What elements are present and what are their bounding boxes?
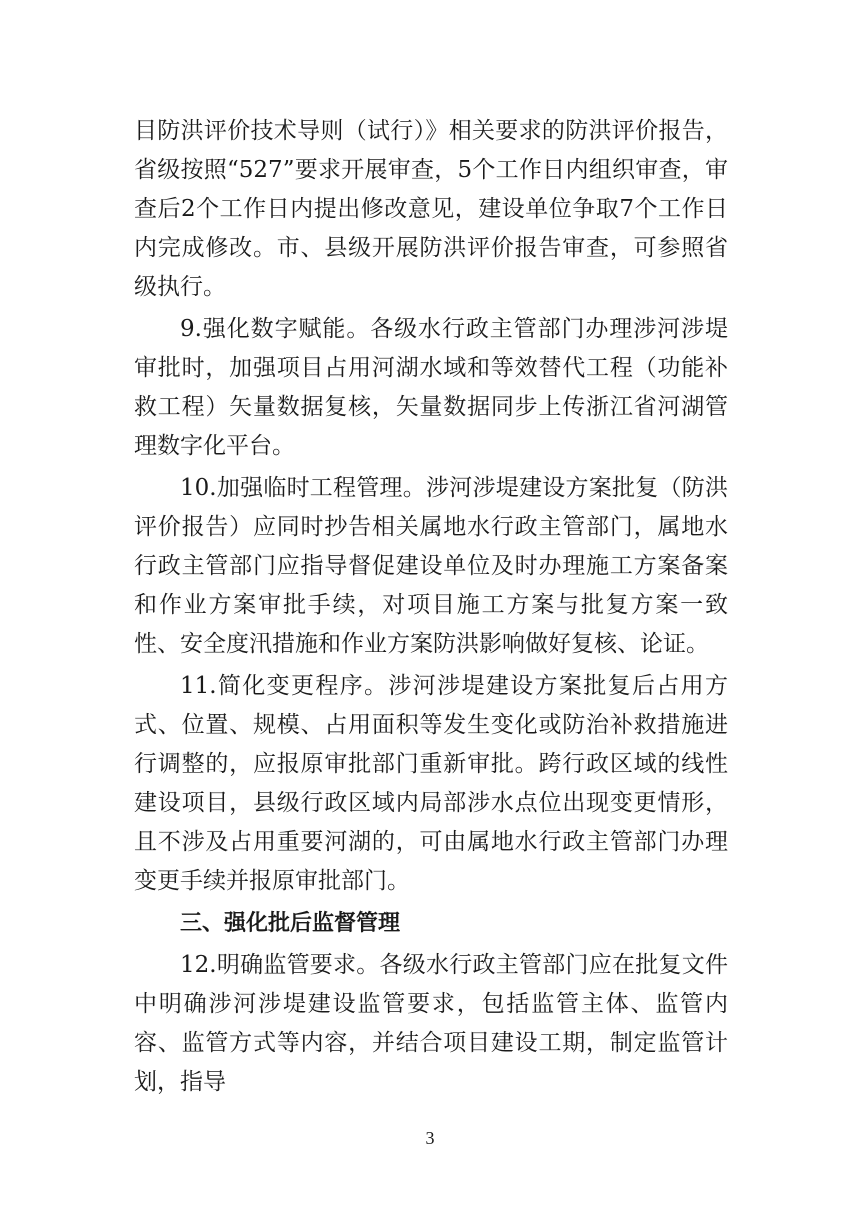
paragraph-continuation: 目防洪评价技术导则（试行）》相关要求的防洪评价报告，省级按照“527”要求开展审查，5个工作日内组织审查，审查后2个工作日内提出修改意见，建设单位争取7个工作日内完成修改。市、县级开展防洪评价报告审查，可参照省级执行。 <box>134 118 728 300</box>
paragraph-item-11: 11.简化变更程序。涉河涉堤建设方案批复后占用方式、位置、规模、占用面积等发生变化或防治补救措施进行调整的，应报原审批部门重新审批。跨行政区域的线性建设项目，县级行政区域内局部涉水点位出现变更情形，且不涉及占用重要河湖的，可由属地水行政主管部门办理变更手续并报原审批部门。 <box>134 673 728 894</box>
paragraph-item-10: 10.加强临时工程管理。涉河涉堤建设方案批复（防洪评价报告）应同时抄告相关属地水行政主管部门，属地水行政主管部门应指导督促建设单位及时办理施工方案备案和作业方案审批手续，对项目施工方案与批复方案一致性、安全度汛措施和作业方案防洪影响做好复核、论证。 <box>134 475 728 657</box>
page-number: 3 <box>425 1128 435 1148</box>
paragraph-item-9: 9.强化数字赋能。各级水行政主管部门办理涉河涉堤审批时，加强项目占用河湖水域和等效替代工程（功能补救工程）矢量数据复核，矢量数据同步上传浙江省河湖管理数字化平台。 <box>134 316 728 459</box>
document-body <box>134 112 728 1102</box>
section-heading: 三、强化批后监督管理 <box>180 911 401 936</box>
paragraph-item-12: 12.明确监管要求。各级水行政主管部门应在批复文件中明确涉河涉堤建设监管要求，包括监管主体、监管内容、监管方式等内容，并结合项目建设工期，制定监管计划，指导 <box>134 952 728 1095</box>
